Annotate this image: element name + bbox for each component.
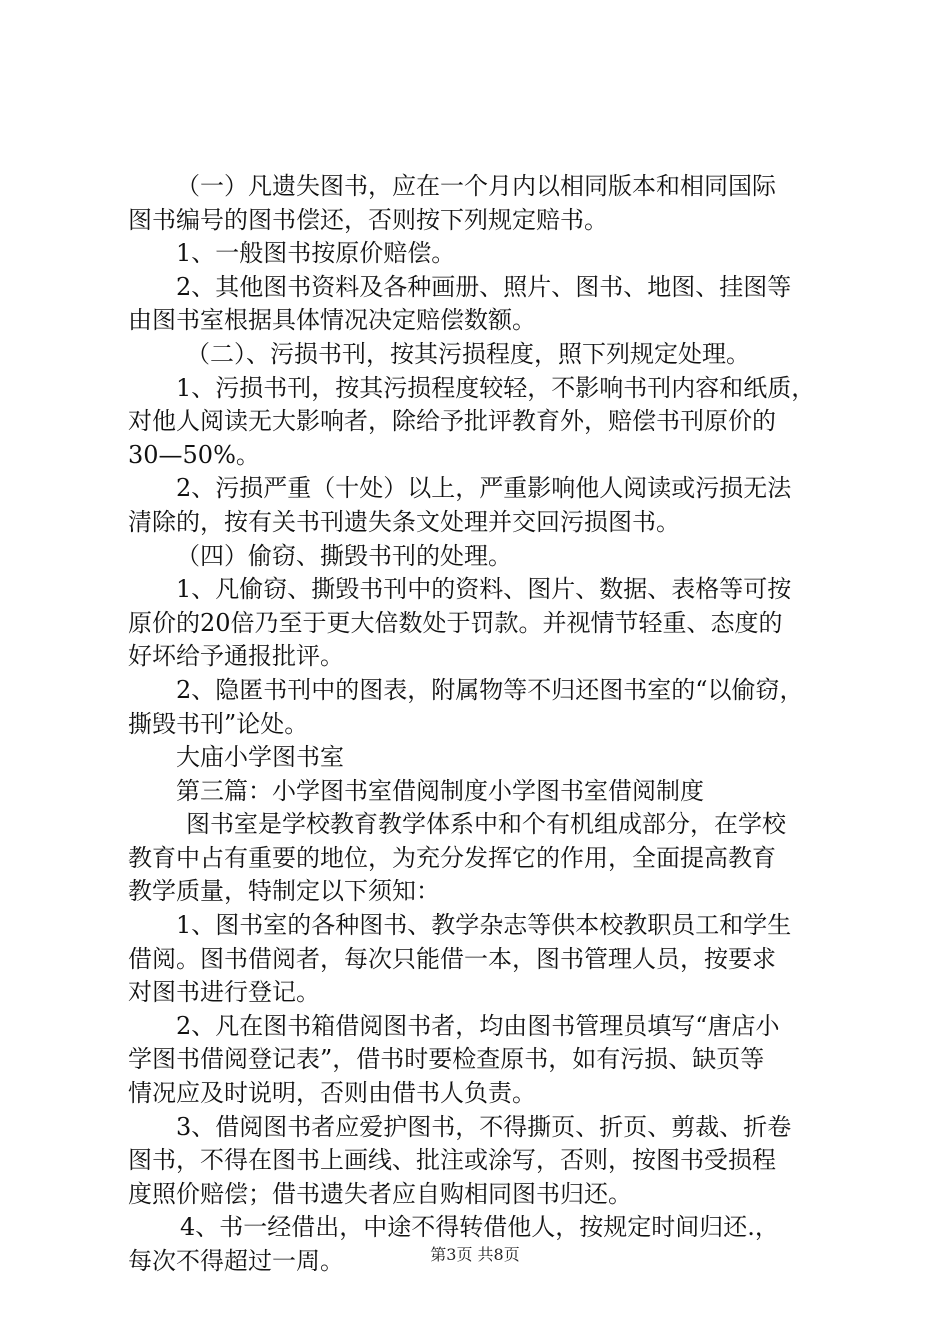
text-line: 1、图书室的各种图书、教学杂志等供本校教职员工和学生	[176, 911, 792, 940]
text-line: 第三篇：小学图书室借阅制度小学图书室借阅制度	[176, 776, 704, 805]
text-line: 1、一般图书按原价赔偿。	[176, 239, 456, 268]
text-line: 原价的20倍乃至于更大倍数处于罚款。并视情节轻重、态度的	[128, 608, 783, 637]
text-line: 2、污损严重（十处）以上，严重影响他人阅读或污损无法	[176, 474, 792, 503]
text-line: 好坏给予通报批评。	[128, 642, 344, 671]
page-footer: 第3页 共8页	[430, 1245, 520, 1264]
text-line: 教学质量，特制定以下须知：	[128, 877, 440, 906]
text-line: 2、凡在图书箱借阅图书者，均由图书管理员填写“唐店小	[176, 1011, 780, 1040]
text-line: 图书编号的图书偿还，否则按下列规定赔书。	[128, 205, 608, 234]
text-line: 2、其他图书资料及各种画册、照片、图书、地图、挂图等	[176, 272, 792, 301]
text-line: 大庙小学图书室	[176, 743, 344, 772]
text-line: 清除的，按有关书刊遗失条文处理并交回污损图书。	[128, 507, 680, 536]
text-line: 学图书借阅登记表”，借书时要检查原书，如有污损、缺页等	[128, 1045, 765, 1074]
text-line: 2、隐匿书刊中的图表，附属物等不归还图书室的“以偷窃，	[176, 675, 804, 704]
text-line: 图书室是学校教育教学体系中和个有机组成部分，在学校	[186, 810, 786, 839]
text-line: 借阅。图书借阅者，每次只能借一本，图书管理人员，按要求	[128, 944, 776, 973]
text-line: 由图书室根据具体情况决定赔偿数额。	[128, 306, 536, 335]
text-line: 每次不得超过一周。	[128, 1247, 344, 1275]
text-line: 30—50%。	[128, 440, 260, 469]
text-line: 撕毁书刊”论处。	[128, 709, 309, 738]
text-line: 情况应及时说明，否则由借书人负责。	[128, 1079, 536, 1108]
text-line: 3、借阅图书者应爱护图书，不得撕页、折页、剪裁、折卷	[176, 1112, 792, 1141]
document-body	[128, 170, 838, 1279]
text-line: 图书，不得在图书上画线、批注或涂写，否则，按图书受损程	[128, 1146, 776, 1175]
text-line: 4、书一经借出，中途不得转借他人，按规定时间归还.，	[180, 1213, 779, 1242]
text-line: （四）偷窃、撕毁书刊的处理。	[176, 541, 512, 570]
text-line: （二）、污损书刊，按其污损程度，照下列规定处理。	[186, 339, 750, 368]
text-line: 度照价赔偿；借书遗失者应自购相同图书归还。	[128, 1179, 632, 1208]
text-line: 1、污损书刊，按其污损程度较轻，不影响书刊内容和纸质，	[176, 373, 816, 402]
text-line: 1、凡偷窃、撕毁书刊中的资料、图片、数据、表格等可按	[176, 575, 792, 604]
text-line: （一）凡遗失图书，应在一个月内以相同版本和相同国际	[176, 172, 776, 200]
text-line: 教育中占有重要的地位，为充分发挥它的作用，全面提高教育	[128, 843, 776, 872]
text-line: 对他人阅读无大影响者，除给予批评教育外，赔偿书刊原价的	[128, 407, 776, 436]
text-line: 对图书进行登记。	[128, 978, 320, 1007]
